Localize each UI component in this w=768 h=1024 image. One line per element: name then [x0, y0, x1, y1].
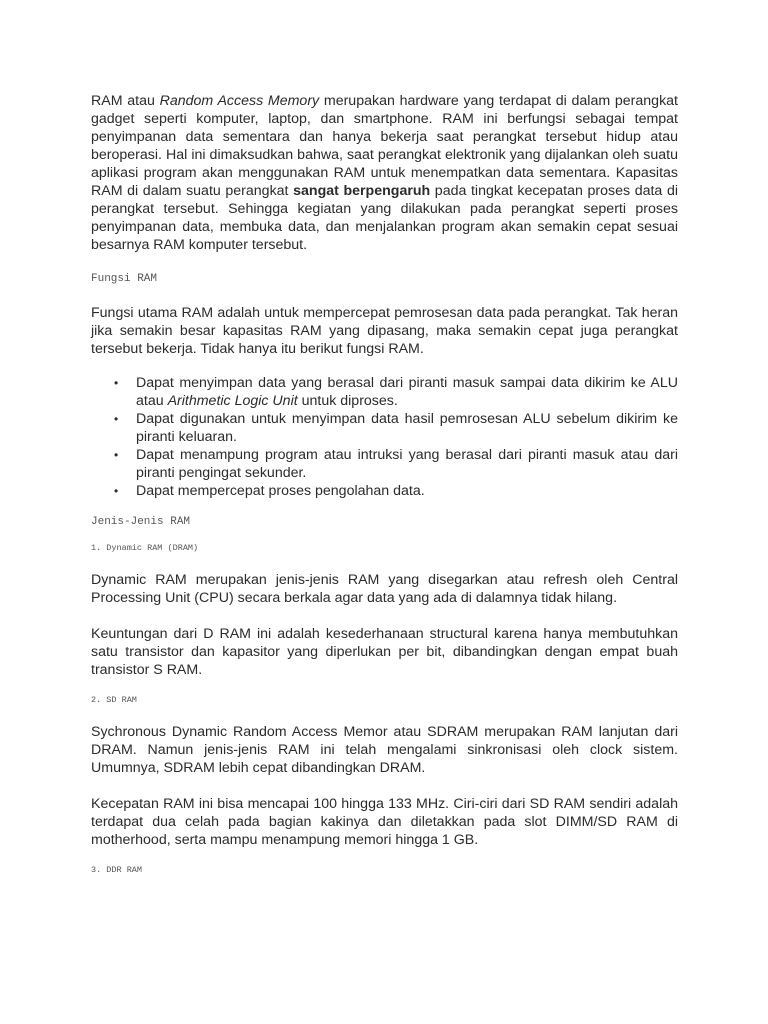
- heading-jenis-ram: Jenis-Jenis RAM: [91, 516, 191, 528]
- dram-paragraph-2: Keuntungan dari D RAM ini adalah kesederhanaan structural karena hanya membutuhkan satu transistor dan kapasitor yang diperlukan per bit, dibandingkan dengan empat buah transistor S RAM.: [91, 626, 678, 678]
- fungsi-list: [91, 374, 678, 500]
- heading-dram: 1. Dynamic RAM (DRAM): [91, 543, 199, 553]
- list-item-text-2: untuk diproses.: [297, 393, 398, 409]
- list-item-text: Dapat menampung program atau intruksi yang berasal dari piranti masuk atau dari piranti pengingat sekunder.: [136, 447, 678, 481]
- sdram-paragraph-1: Sychronous Dynamic Random Access Memor atau SDRAM merupakan RAM lanjutan dari DRAM. Namun jenis-jenis RAM ini telah mengalami sinkronisasi oleh clock sistem. Umumnya, SDRAM lebih cepat dibandingkan DRAM.: [91, 724, 678, 776]
- sdram-paragraph-2: Kecepatan RAM ini bisa mencapai 100 hingga 133 MHz. Ciri-ciri dari SD RAM sendiri adalah terdapat dua celah pada bagian kakinya dan diletakkan pada slot DIMM/SD RAM di motherhood, serta mampu menampung memori hingga 1 GB.: [91, 796, 678, 848]
- list-item: [114, 410, 678, 446]
- list-item-italic-term: Arithmetic Logic Unit: [167, 393, 298, 409]
- dram-paragraph-1: Dynamic RAM merupakan jenis-jenis RAM yang disegarkan atau refresh oleh Central Processing Unit (CPU) secara berkala agar data yang ada di dalamnya tidak hilang.: [91, 572, 678, 606]
- heading-ddr-ram: 3. DDR RAM: [91, 865, 143, 875]
- bullet-icon: •: [114, 448, 119, 462]
- heading-sdram: 2. SD RAM: [91, 695, 137, 705]
- heading-fungsi-ram: Fungsi RAM: [91, 273, 158, 285]
- bullet-icon: •: [114, 484, 119, 498]
- list-item: [114, 482, 678, 500]
- list-item-text-1: Dapat menyimpan data yang berasal dari piranti masuk sampai data dikirim ke ALU atau: [136, 375, 678, 409]
- fungsi-paragraph: Fungsi utama RAM adalah untuk mempercepat pemrosesan data pada perangkat. Tak heran jika semakin besar kapasitas RAM yang dipasang, maka semakin cepat juga perangkat tersebut bekerja. Tidak hanya itu berikut fungsi RAM.: [91, 305, 678, 357]
- intro-italic-term: Random Access Memory: [159, 93, 320, 109]
- intro-text-2: merupakan hardware yang terdapat di dalam perangkat gadget seperti komputer, laptop, dan smartphone. RAM ini berfungsi sebagai tempat penyimpanan data sementara dan hanya bekerja saat perangkat tersebut hidup atau beroperasi. Hal ini dimaksudkan bahwa, saat perangkat elektronik yang dijalankan oleh suatu aplikasi program akan menggunakan RAM untuk menempatkan data sementara. Kapasitas RAM di dalam suatu perangkat: [91, 93, 678, 199]
- list-item-text: Dapat mempercepat proses pengolahan data.: [136, 483, 425, 499]
- bullet-icon: •: [114, 412, 119, 426]
- list-item-text: Dapat digunakan untuk menyimpan data hasil pemrosesan ALU sebelum dikirim ke piranti keluaran.: [136, 411, 678, 445]
- intro-bold-term: sangat berpengaruh: [293, 183, 431, 199]
- intro-text-1: RAM atau: [91, 93, 160, 109]
- intro-paragraph: [91, 92, 678, 254]
- document-page: [91, 92, 678, 876]
- intro-text-3: pada tingkat kecepatan proses data di perangkat tersebut. Sehingga kegiatan yang dilakukan pada perangkat seperti proses penyimpanan data, membuka data, dan menjalankan program akan semakin cepat sesuai besarnya RAM komputer tersebut.: [91, 183, 678, 253]
- list-item: [114, 374, 678, 410]
- list-item: [114, 446, 678, 482]
- bullet-icon: •: [114, 376, 119, 390]
